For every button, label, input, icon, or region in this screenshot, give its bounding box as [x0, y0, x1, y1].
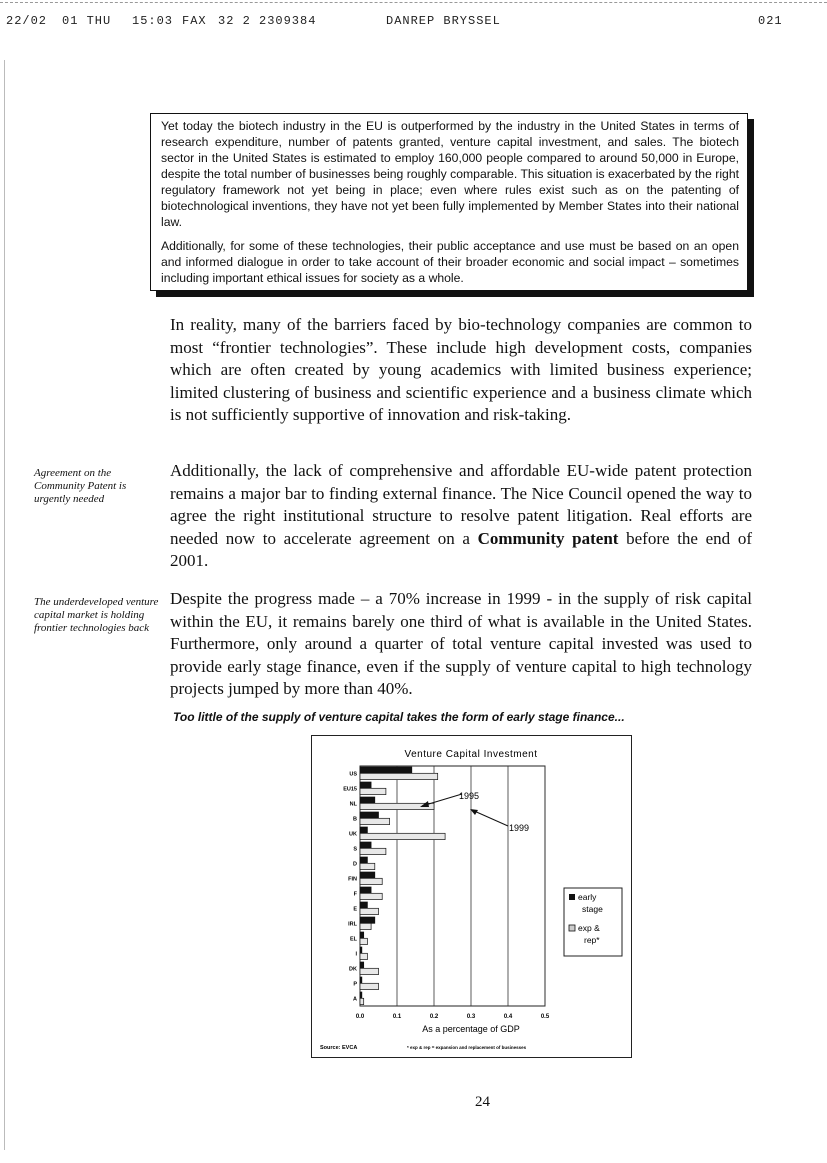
plot-area	[360, 766, 545, 1006]
category-label: F	[353, 891, 357, 898]
arrow-1999	[472, 810, 508, 826]
left-scan-edge	[4, 60, 5, 1150]
sidenote-patent: Agreement on the Community Patent is urgently needed	[34, 467, 127, 505]
category-label: I	[355, 951, 357, 958]
highlight-box	[150, 113, 748, 291]
bar-EU15-exp	[360, 788, 386, 794]
sidenote-venture-capital: The underdeveloped venture capital market is holding frontier technologies back	[34, 596, 159, 634]
bar-EL-exp	[360, 938, 367, 944]
legend-label-exp-2: rep*	[584, 935, 600, 945]
bar-D-exp	[360, 863, 375, 869]
x-tick-label: 0.3	[466, 1014, 476, 1020]
bar-DK-exp	[360, 968, 379, 974]
bar-US-exp	[360, 773, 438, 779]
annotation-1995: 1995	[459, 791, 480, 801]
category-label: EL	[349, 936, 357, 943]
bar-IRL-early	[360, 917, 375, 923]
bar-DK-early	[360, 962, 364, 968]
legend-swatch-early	[569, 894, 575, 900]
legend-swatch-exp	[569, 925, 575, 931]
bar-E-early	[360, 902, 367, 908]
legend-label-exp-1: exp &	[578, 923, 600, 933]
chart-title: Venture Capital Investment	[404, 749, 538, 760]
venture-capital-chart	[311, 735, 632, 1058]
chart-caption: Too little of the supply of venture capital takes the form of early stage finance...	[173, 710, 625, 724]
category-label: DK	[349, 966, 357, 973]
paragraph-patent-tail: before the end of 2001.	[170, 528, 753, 570]
fax-sender: DANREP BRYSSEL	[386, 14, 501, 28]
bar-B-exp	[360, 818, 390, 824]
legend-label-early-2: stage	[582, 904, 603, 914]
category-label: NL	[349, 801, 357, 808]
category-label: EU15	[343, 786, 357, 793]
fax-date: 22/02	[6, 14, 48, 28]
category-label: B	[353, 816, 357, 823]
bar-F-exp	[360, 893, 382, 899]
fax-weekday: 01 THU	[62, 14, 112, 28]
x-tick-label: 0.2	[429, 1014, 439, 1020]
bar-IRL-exp	[360, 923, 371, 929]
fax-label: FAX	[182, 14, 207, 28]
bar-FIN-exp	[360, 878, 382, 884]
category-label: P	[353, 981, 357, 988]
bar-A-early	[360, 992, 362, 998]
bar-A-exp	[360, 998, 364, 1004]
fax-number: 32 2 2309384	[218, 14, 317, 28]
bar-P-exp	[360, 983, 379, 989]
x-tick-label: 0.1	[392, 1014, 402, 1020]
category-label: E	[353, 906, 357, 913]
bar-EU15-early	[360, 782, 371, 788]
box-paragraph-1: Yet today the biotech industry in the EU is outperformed by the industry in the United States in terms of research expenditure, number of patents granted, venture capital investment, and sales. The biotech sector in the United States is estimated to employ 160,000 people compared to around 50,000 in Europe, despite the total number of businesses being roughly comparable. This situation is exacerbated by the right regulatory framework not yet being in place; even where rules exist such as on the patenting of biotechnological inventions, they have not yet been fully implemented by Member States into their national law.	[161, 119, 739, 229]
category-label: D	[353, 861, 357, 868]
x-tick-label: 0.5	[540, 1014, 550, 1020]
x-tick-label: 0.4	[503, 1014, 513, 1020]
bar-I-early	[360, 947, 362, 953]
bar-I-exp	[360, 953, 367, 959]
bar-B-early	[360, 812, 379, 818]
fax-time: 15:03	[132, 14, 174, 28]
bar-D-early	[360, 857, 367, 863]
top-scan-line	[0, 2, 827, 3]
bar-S-early	[360, 842, 371, 848]
fax-page-code: 021	[758, 14, 783, 28]
annotation-1999: 1999	[509, 823, 530, 833]
category-label: US	[349, 771, 357, 778]
paragraph-patent	[170, 460, 752, 573]
bar-US-early	[360, 767, 412, 773]
community-patent-emphasis: Community patent	[477, 528, 619, 548]
bar-F-early	[360, 887, 371, 893]
paragraph-venture-capital: Despite the progress made – a 70% increase in 1999 - in the supply of risk capital within the EU, it remains barely one third of what is available in the United States. Furthermore, only around a quarter of total venture capital invested was used to provide early stage finance, even if the supply of venture capital to high technology projects jumped by more than 40%.	[170, 589, 752, 698]
category-label: IRL	[348, 921, 357, 928]
page-number: 24	[475, 1094, 490, 1110]
chart-source: Source: EVCA	[320, 1045, 358, 1051]
bar-P-early	[360, 977, 362, 983]
category-label: S	[353, 846, 357, 853]
box-paragraph-2: Additionally, for some of these technologies, their public acceptance and use must be based on an open and informed dialogue in order to take account of their broader economic and social impact – sometimes including important ethical issues for society as a whole.	[161, 239, 739, 285]
category-label: FIN	[348, 876, 357, 883]
chart-footnote: * exp & rep = expansion and replacement of businesses	[407, 1045, 527, 1050]
bar-S-exp	[360, 848, 386, 854]
chart-svg	[312, 736, 631, 1057]
bar-UK-exp	[360, 833, 445, 839]
bar-FIN-early	[360, 872, 375, 878]
paragraph-patent-text: Additionally, the lack of comprehensive and affordable EU-wide patent protection remains a major bar to finding external finance. The Nice Council opened the way to agree the right institutional structure to resolve patent litigation. Real efforts are needed now to accelerate agreement on a	[170, 461, 752, 548]
x-axis-label: As a percentage of GDP	[422, 1024, 520, 1034]
bar-UK-early	[360, 827, 367, 833]
bar-EL-early	[360, 932, 364, 938]
category-label: UK	[349, 831, 357, 838]
category-label: A	[353, 996, 357, 1003]
paragraph-barriers: In reality, many of the barriers faced by bio-technology companies are common to most “frontier technologies”. These include high development costs, companies which are often created by young academics with limited business experience; limited clustering of business and scientific experience and a business climate which is not sufficiently supportive of innovation and risk-taking.	[170, 315, 752, 424]
bar-NL-early	[360, 797, 375, 803]
legend-label-early-1: early	[578, 892, 597, 902]
bar-E-exp	[360, 908, 379, 914]
x-tick-label: 0.0	[355, 1014, 365, 1020]
